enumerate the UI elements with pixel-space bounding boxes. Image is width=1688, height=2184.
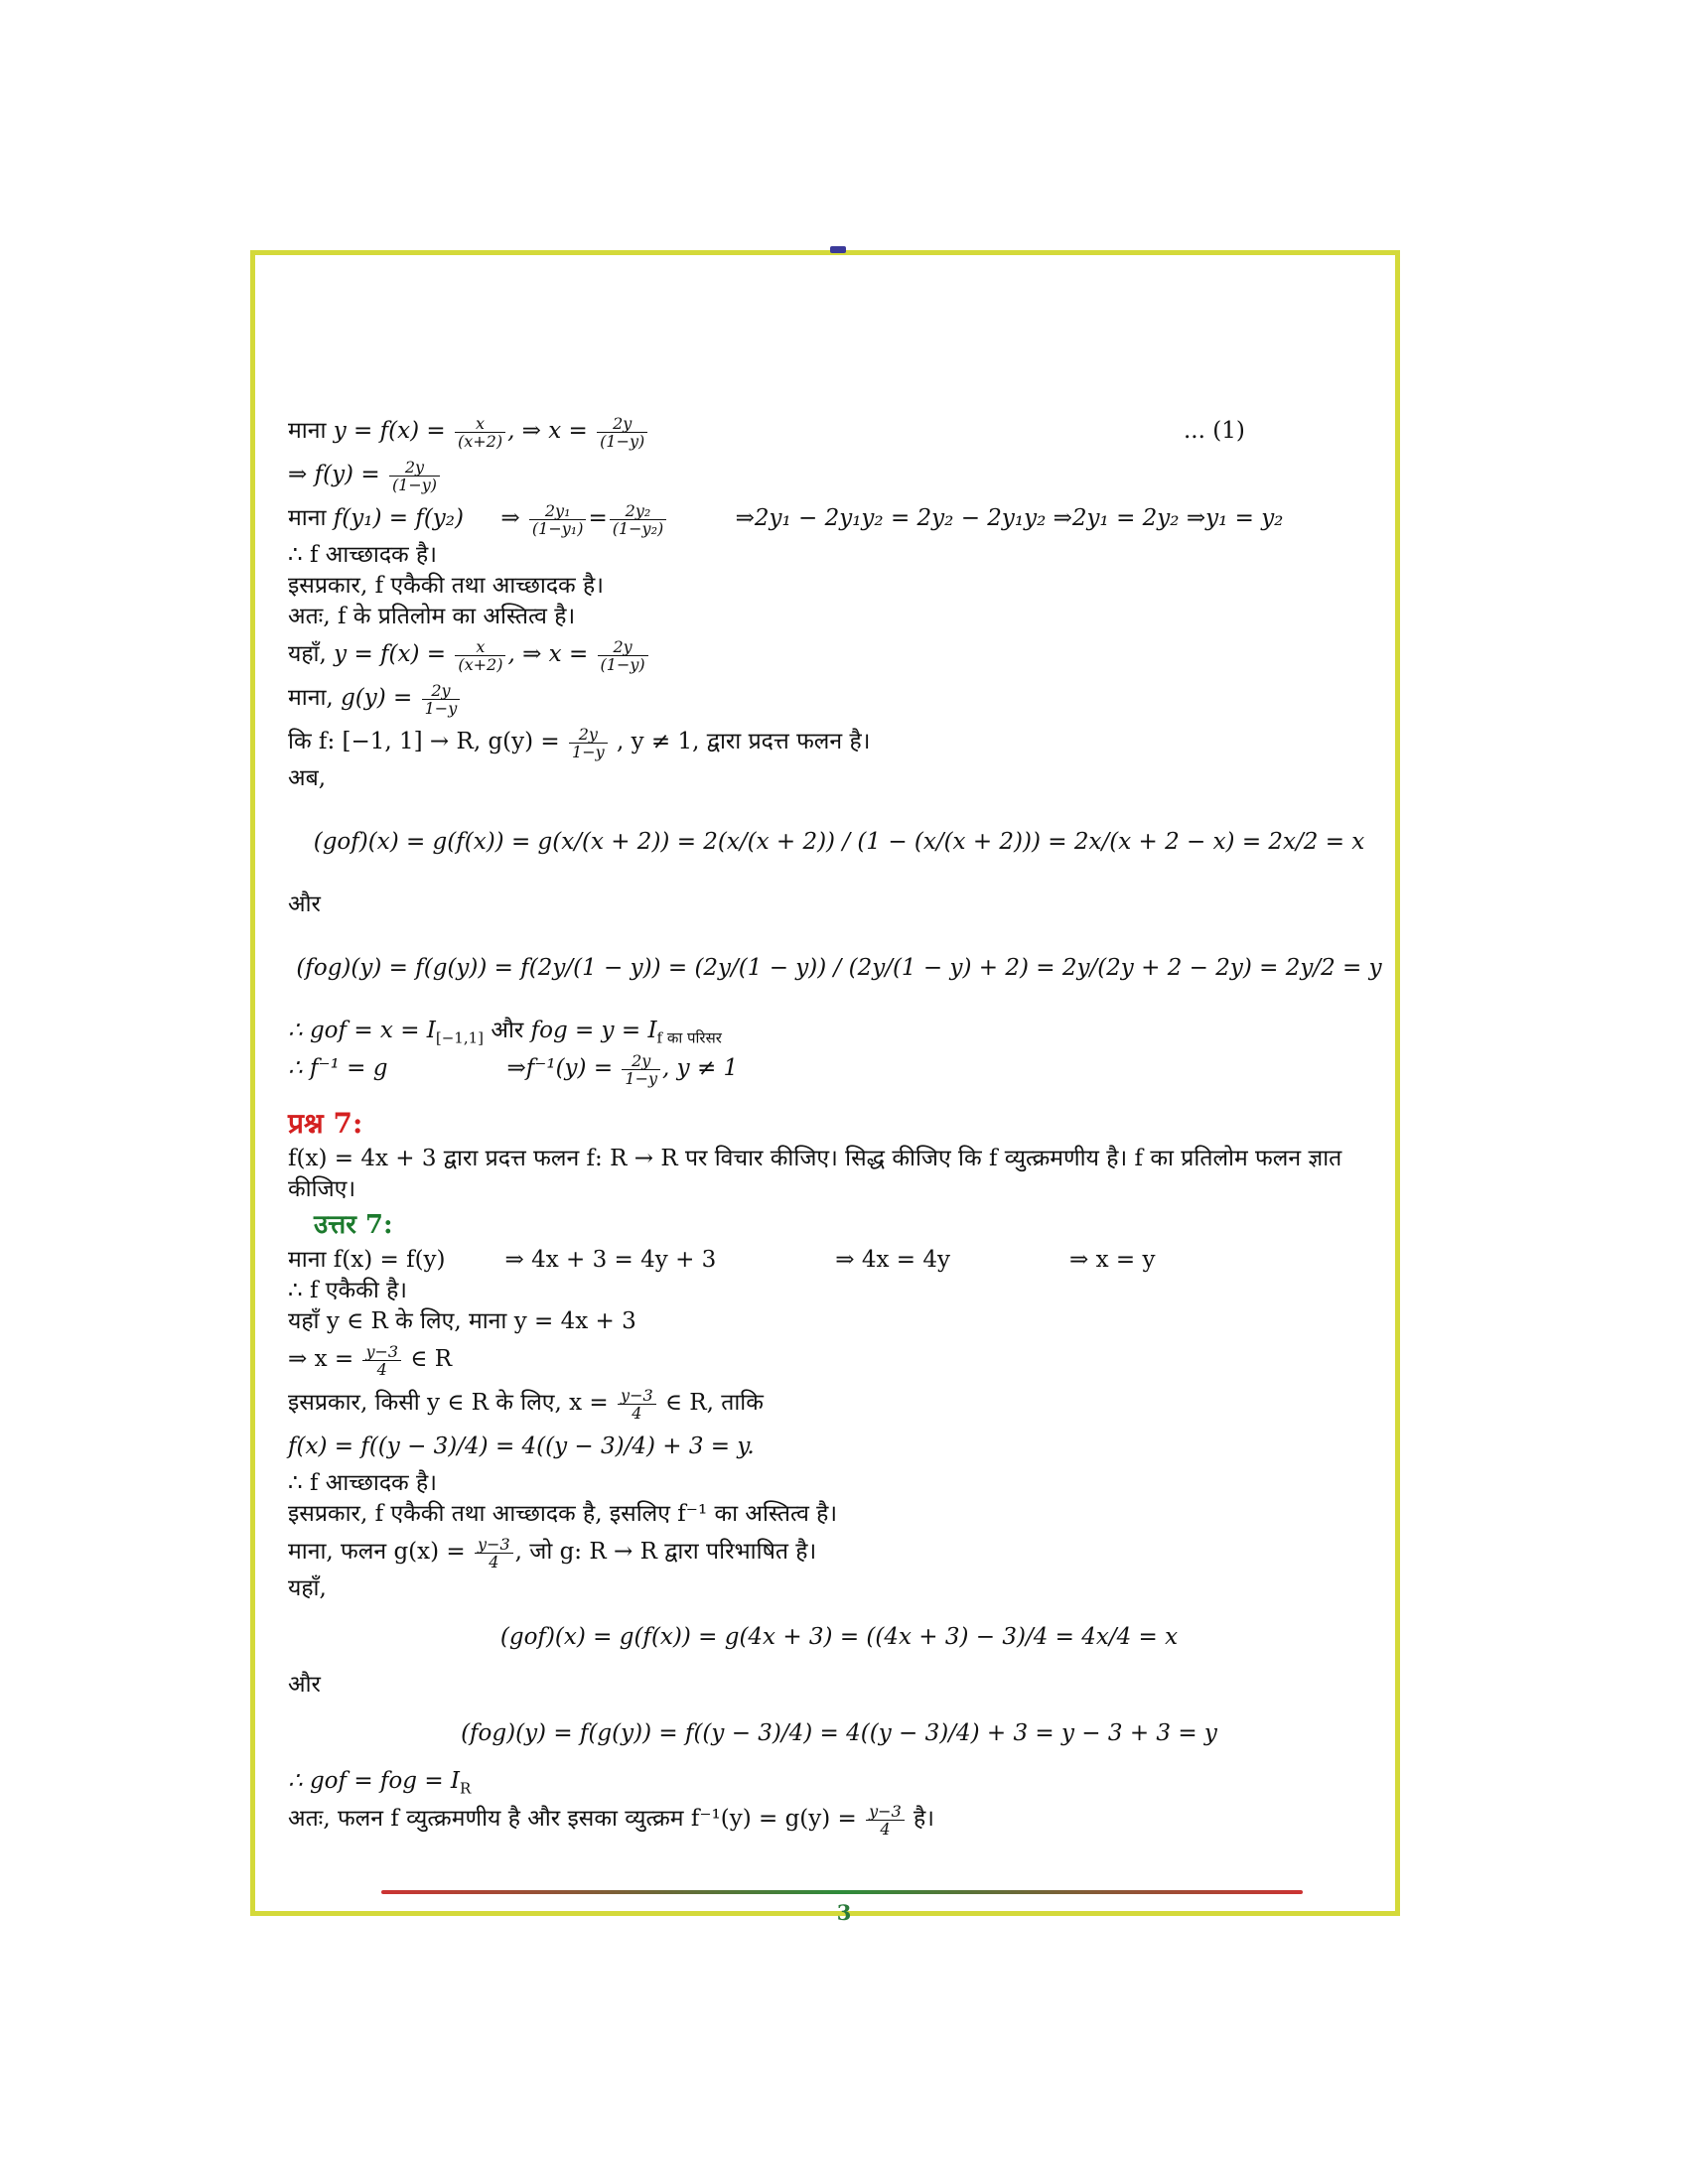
line-12 xyxy=(288,1016,1390,1046)
math: ∴ f⁻¹ = g xyxy=(288,1055,388,1081)
text: माना xyxy=(288,505,334,531)
text: , y ≠ 1, द्वारा प्रदत्त फलन है। xyxy=(609,729,871,754)
text: ∈ R, ताकि xyxy=(657,1390,764,1416)
text: ⇒ 4x + 3 = 4y + 3 xyxy=(504,1247,717,1273)
answer-line-1 xyxy=(288,1245,1390,1276)
fraction: $\frac{y-3}{4}$ xyxy=(618,1387,656,1422)
fraction: $\frac{\text{2y₂}}{\text{(1−y₂)}}$ xyxy=(610,502,667,537)
line-6: अतः, f के प्रतिलोम का अस्तित्व है। xyxy=(288,604,576,629)
answer-line-5 xyxy=(288,1381,1390,1425)
text: ⇒ 4x = 4y xyxy=(835,1247,951,1273)
fraction: $\frac{x}{(x+2)}$ xyxy=(455,638,505,673)
answer-line-13 xyxy=(288,1797,1390,1841)
line-9 xyxy=(288,720,1390,763)
equation-tag: ... (1) xyxy=(1184,418,1245,444)
line-13 xyxy=(288,1046,1390,1090)
answer-heading: उत्तर 7: xyxy=(314,1210,393,1240)
line-8 xyxy=(288,676,1390,720)
line-7 xyxy=(288,632,1390,676)
equation-fog: (fog)(y) = f(g(y)) = f(2y/(1 − y)) = (2y/(1 − y)) / (2y/(1 − y) + 2) = 2y/(2y + 2 − 2y) = 2y/2 = y xyxy=(296,955,1382,981)
math: , y ≠ 1 xyxy=(662,1055,739,1081)
subscript: [−1,1] xyxy=(435,1028,485,1047)
page-content xyxy=(288,409,1390,1841)
math: ⇒ xyxy=(500,505,520,531)
math: = xyxy=(588,505,608,531)
text: ⇒ x = xyxy=(288,1346,361,1372)
text: अतः, फलन f व्युत्क्रमणीय है और इसका व्युत्क्रम f⁻¹(y) = g(y) = xyxy=(288,1806,865,1832)
math: fog = y = I xyxy=(530,1018,657,1043)
text: ⇒ x = y xyxy=(1069,1247,1156,1273)
math: ⇒f⁻¹(y) = xyxy=(506,1055,621,1081)
math: g(y) = xyxy=(341,685,420,711)
text: माना f(x) = f(y) xyxy=(288,1247,446,1273)
fraction: $\frac{2y}{(1-y)}$ xyxy=(389,459,440,493)
answer-line-7: ∴ f आच्छादक है। xyxy=(288,1470,437,1496)
text: , जो g: R → R द्वारा परिभाषित है। xyxy=(514,1539,817,1565)
text: माना xyxy=(288,418,334,444)
answer-line-12 xyxy=(288,1766,1390,1797)
math: f(y₁) = f(y₂) xyxy=(333,505,464,531)
fraction: $\frac{y-3}{4}$ xyxy=(475,1536,513,1570)
line-2 xyxy=(288,453,1390,496)
fraction: $\frac{2y}{1-y}$ xyxy=(422,682,461,717)
math: ⇒2y₁ − 2y₁y₂ = 2y₂ − 2y₁y₂ ⇒2y₁ = 2y₂ ⇒y₁ = y₂ xyxy=(735,505,1284,531)
text: इसप्रकार, किसी y ∈ R के लिए, x = xyxy=(288,1390,617,1416)
text: ∈ R xyxy=(403,1346,453,1372)
fraction: $\frac{2y}{(1-y)}$ xyxy=(598,638,648,673)
answer-line-4 xyxy=(288,1337,1390,1381)
answer-line-11: और xyxy=(288,1672,321,1698)
subscript: f का परिसर xyxy=(656,1028,722,1047)
math: ∴ gof = x = I xyxy=(288,1018,436,1043)
question-text-1: f(x) = 4x + 3 द्वारा प्रदत्त फलन f: R → R पर विचार कीजिए। सिद्ध कीजिए कि f व्युत्क्रमणीय है। f का प्रतिलोम फलन ज्ञात xyxy=(288,1146,1342,1171)
equation-gof-2: (gof)(x) = g(f(x)) = g(4x + 3) = ((4x + 3) − 3)/4 = 4x/4 = x xyxy=(499,1624,1179,1650)
question-text-2: कीजिए। xyxy=(288,1176,356,1202)
equation-fog-2: (fog)(y) = f(g(y)) = f((y − 3)/4) = 4((y − 3)/4) + 3 = y − 3 + 3 = y xyxy=(461,1720,1217,1746)
footer-rule xyxy=(381,1890,1303,1894)
line-10: अब, xyxy=(288,765,327,791)
line-5: इसप्रकार, f एकैकी तथा आच्छादक है। xyxy=(288,573,604,599)
line-4: ∴ f आच्छादक है। xyxy=(288,542,437,568)
math: ⇒ f(y) = xyxy=(288,462,387,487)
text: यहाँ, xyxy=(288,641,335,667)
fraction: $\frac{\text{2y₁}}{\text{(1−y₁)}}$ xyxy=(529,502,587,537)
text: है। xyxy=(906,1806,934,1832)
answer-line-3: यहाँ y ∈ R के लिए, माना y = 4x + 3 xyxy=(288,1308,636,1334)
line-11: और xyxy=(288,891,321,917)
text: माना, फलन g(x) = xyxy=(288,1539,473,1565)
subscript: R xyxy=(459,1779,472,1798)
fraction: $\frac{2y}{1-y}$ xyxy=(569,726,608,760)
line-3 xyxy=(288,496,1390,540)
math: ∴ gof = fog = I xyxy=(288,1768,460,1794)
answer-line-6: f(x) = f((y − 3)/4) = 4((y − 3)/4) + 3 = y. xyxy=(288,1433,755,1459)
fraction: $\frac{y-3}{4}$ xyxy=(362,1343,401,1378)
line-1 xyxy=(288,409,1390,453)
question-heading: प्रश्न 7: xyxy=(288,1107,363,1140)
top-mark xyxy=(830,246,846,253)
fraction: $\frac{2y}{(1-y)}$ xyxy=(597,415,647,450)
text: माना, xyxy=(288,685,342,711)
math: , ⇒ x = xyxy=(507,418,596,444)
fraction: $\frac{2y}{1-y}$ xyxy=(622,1052,660,1087)
math: y = f(x) = xyxy=(333,418,453,444)
page-number: 3 xyxy=(836,1900,852,1925)
fraction: $\frac{x}{(x+2)}$ xyxy=(455,415,505,450)
answer-line-2: ∴ f एकैकी है। xyxy=(288,1278,408,1303)
math: , ⇒ x = xyxy=(507,641,596,667)
fraction: $\frac{y-3}{4}$ xyxy=(866,1803,905,1838)
answer-line-9 xyxy=(288,1530,1390,1573)
text: और xyxy=(484,1018,531,1043)
text: कि f: [−1, 1] → R, g(y) = xyxy=(288,729,568,754)
math: y = f(x) = xyxy=(334,641,454,667)
answer-line-10: यहाँ, xyxy=(288,1575,327,1601)
answer-line-8: इसप्रकार, f एकैकी तथा आच्छादक है, इसलिए f⁻¹ का अस्तित्व है। xyxy=(288,1501,838,1527)
equation-gof: (gof)(x) = g(f(x)) = g(x/(x + 2)) = 2(x/(x + 2)) / (1 − (x/(x + 2))) = 2x/(x + 2 − x) = 2x/2 = x xyxy=(313,829,1365,855)
